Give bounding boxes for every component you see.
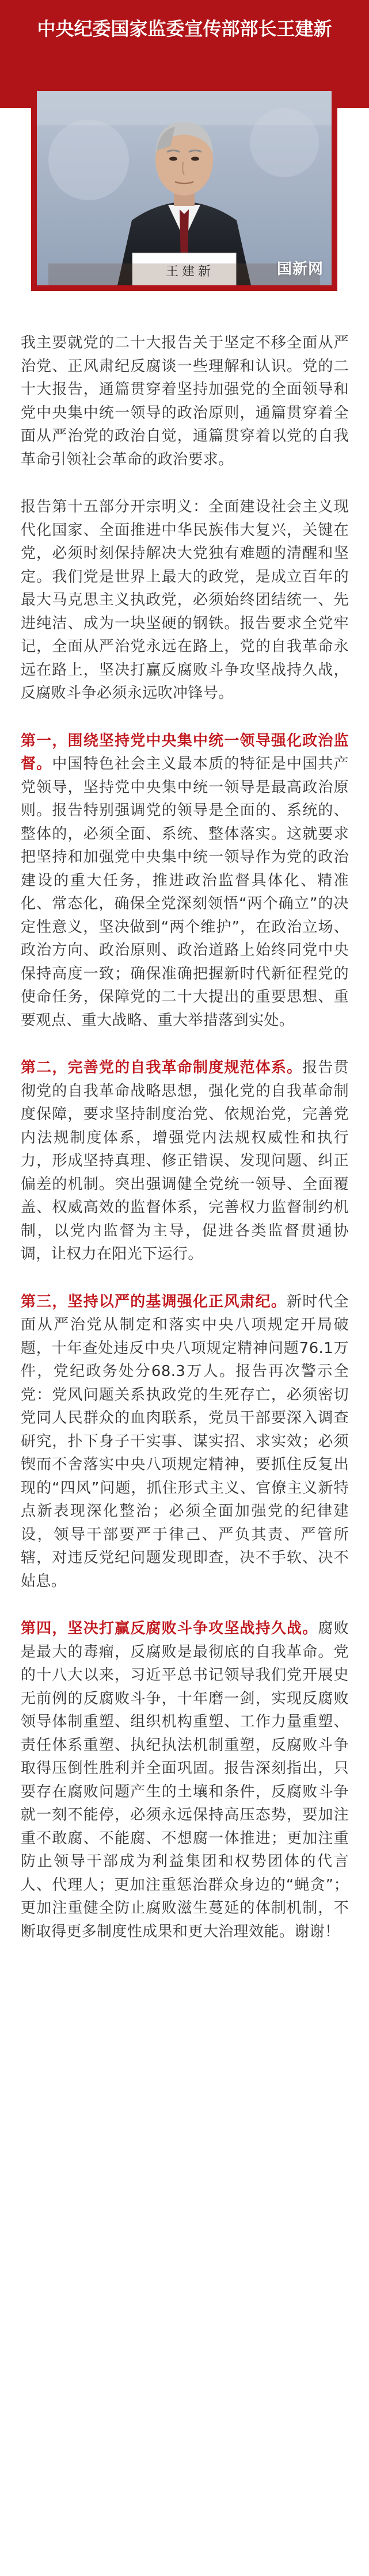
paragraph-text: 报告第十五部分开宗明义：全面建设社会主义现代化国家、全面推进中华民族伟大复兴，关键在党，必须时刻保持解决大党独有难题的清醒和坚定。我们党是世界上最大的政党，是成立百年的最大马克思主义执政党，必须始终团结统一、先进纯洁、成为一块坚硬的钢铁。报告要求全党牢记，全面从严治党永远在路上，党的自我革命永远在路上，坚决打赢反腐败斗争攻坚战持久战，反腐败斗争必须永远吹冲锋号。 [21, 498, 349, 702]
paragraph-text: 腐败是最大的毒瘤，反腐败是最彻底的自我革命。党的十八大以来，习近平总书记领导我们党开展史无前例的反腐败斗争，十年磨一剑，实现反腐败领导体制重塑、组织机构重塑、工作力量重塑、责任体系重塑、执纪执法机制重塑，反腐败斗争取得压倒性胜利并全面巩固。报告深刻指出，只要存在腐败问题产生的土壤和条件，反腐败斗争就一刻不能停，必须永远保持高压态势，要加注重不敢腐、不能腐、不想腐一体推进；更加注重防止领导干部成为利益集团和权势团体的代言人、代理人；更加注重惩治群众身边的“蝇贪”；更加注重健全防止腐败滋生蔓延的体制机制，不断取得更多制度性成果和更大治理效能。谢谢！ [21, 1620, 349, 1940]
paragraph-lead: 第三，坚持以严的基调强化正风肃纪。 [21, 1293, 287, 1310]
headline: 中央纪委国家监委宣传部部长王建新 [37, 18, 332, 40]
nameplate: 王建新 [165, 265, 214, 279]
paragraph-lead: 第二，完善党的自我革命制度规范体系。 [21, 1059, 303, 1076]
article-body [21, 331, 349, 1967]
paragraph [21, 1617, 349, 1943]
speaker-photo [31, 85, 337, 291]
watermark-logo: 国新网 [276, 261, 324, 278]
paragraph [21, 331, 349, 471]
paragraph [21, 1056, 349, 1266]
paragraph-text: 中国特色社会主义最本质的特征是中国共产党领导，坚持党中央集中统一领导是最高政治原则。报告特别强调党的领导是全面的、系统的、整体的，必须全面、系统、整体落实。这就要求把坚持和加强党中央集中统一领导作为党的政治建设的重大任务，推进政治监督具体化、精准化、常态化，确保全党深刻领悟“两个确立”的决定性意义，坚决做到“两个维护”，在政治立场、政治方向、政治原则、政治道路上始终同党中央保持高度一致；确保准确把握新时代新征程党的使命任务，保障党的二十大提出的重要思想、重要观点、重大战略、重大举措落到实处。 [21, 755, 349, 1029]
paragraph-text: 新时代全面从严治党从制定和落实中央八项规定开局破题，十年查处违反中央八项规定精神问题76.1万件，党纪政务处分68.3万人。报告再次警示全党：党风问题关系执政党的生死存亡，必须密切党同人民群众的血肉联系，党员干部要深入调查研究，扑下身子干实事、谋实招、求实效；必须锲而不舍落实中央八项规定精神，要抓住反复出现的“四风”问题，抓住形式主义、官僚主义新特点新表现深化整治；必须全面加强党的纪律建设，领导干部要严于律己、严负其责、严管所辖，对违反党纪问题发现即查，决不手软、决不姑息。 [21, 1293, 349, 1590]
paragraph-text: 报告贯彻党的自我革命战略思想，强化党的自我革命制度保障，要求坚持制度治党、依规治党，完善党内法规制度体系，增强党内法规权威性和执行力，形成坚持真理、修正错误、发现问题、纠正偏差的机制。突出强调健全党统一领导、全面覆盖、权威高效的监督体系，完善权力监督制约机制，以党内监督为主导，促进各类监督贯通协调，让权力在阳光下运行。 [21, 1059, 349, 1263]
paragraph-text: 我主要就党的二十大报告关于坚定不移全面从严治党、正风肃纪反腐谈一些理解和认识。党的二十大报告，通篇贯穿着坚持加强党的全面领导和党中央集中统一领导的政治原则，通篇贯穿着全面从严治党的政治自觉，通篇贯穿着以党的自我革命引领社会革命的政治要求。 [21, 334, 349, 468]
speaker-photo-image [37, 91, 332, 285]
paragraph-lead: 第四，坚决打赢反腐败斗争攻坚战持久战。 [21, 1620, 318, 1637]
paragraph [21, 1290, 349, 1593]
paragraph-lead: 第一，围绕坚持党中央集中统一领导强化政治监督。 [21, 732, 349, 773]
paragraph [21, 495, 349, 705]
paragraph [21, 729, 349, 1033]
